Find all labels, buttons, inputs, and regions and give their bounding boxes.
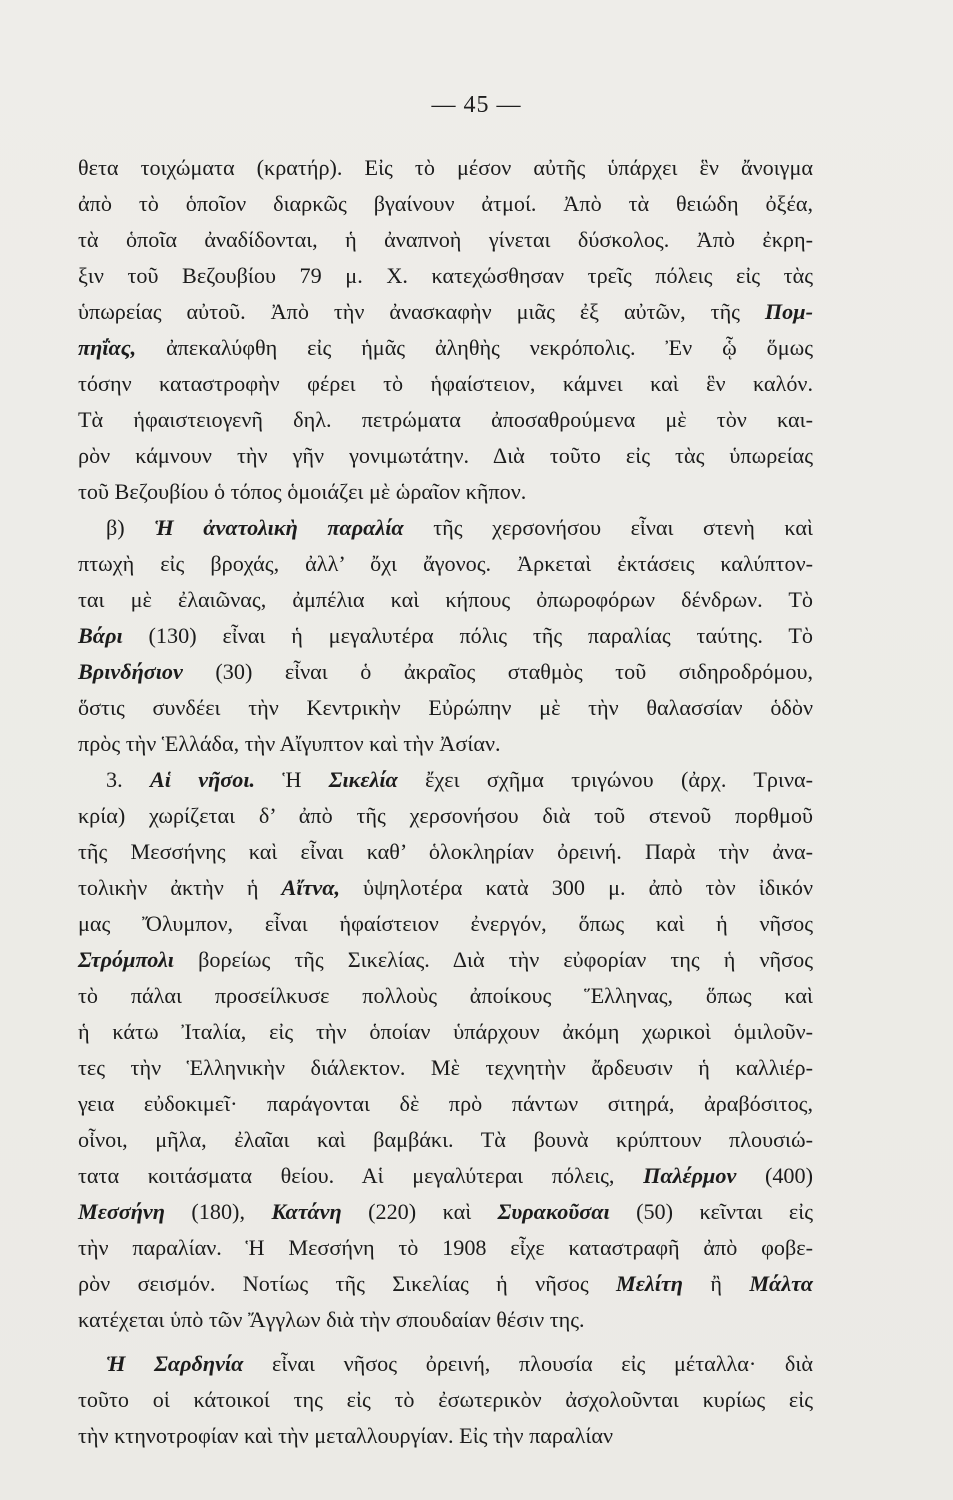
text-run: (50) κεῖνται εἰς [609, 1199, 814, 1224]
text-run: τολικὴν ἀκτὴν ἡ [78, 875, 282, 900]
emphasized-term: Πομ- [764, 299, 813, 324]
text-line [78, 1266, 813, 1302]
emphasized-term: Ἡ Σαρδηνία [106, 1351, 244, 1376]
text-line [78, 1418, 813, 1454]
text-run: (400) [736, 1163, 814, 1188]
text-line [78, 258, 813, 294]
text-run: ρὸν κάμνουν τὴν γῆν γονιμωτάτην. Διὰ τοῦτο εἰς τὰς ὑπωρείας [78, 443, 813, 468]
page-number: — 45 — [431, 92, 522, 118]
text-line [78, 978, 813, 1014]
text-line [78, 1014, 813, 1050]
text-run: ὑψηλοτέρα κατὰ 300 μ. ἀπὸ τὸν ἰδικόν [340, 875, 813, 900]
text-line [78, 582, 813, 618]
text-line [78, 690, 813, 726]
text-line [78, 942, 813, 978]
text-run: τοῦτο οἱ κάτοικοί της εἰς τὸ ἐσωτερικὸν ἀσχολοῦνται κυρίως εἰς [78, 1387, 813, 1412]
text-line [78, 1230, 813, 1266]
text-line [78, 798, 813, 834]
text-line [78, 438, 813, 474]
text-line [78, 222, 813, 258]
emphasized-term: Αἱ νῆσοι. [149, 767, 256, 792]
text-run: τες τὴν Ἑλληνικὴν διάλεκτον. Μὲ τεχνητὴν ἄρδευσιν ἡ καλλιέρ- [78, 1055, 813, 1080]
text-run: β) [106, 515, 155, 540]
text-line [78, 330, 813, 366]
emphasized-term: Βάρι [78, 623, 123, 648]
text-line [78, 906, 813, 942]
text-line [78, 834, 813, 870]
emphasized-term: Μελίτη [616, 1271, 683, 1296]
text-run: γεια εὐδοκιμεῖ· παράγονται δὲ πρὸ πάντων σιτηρά, ἀραβόσιτος, [78, 1091, 813, 1116]
text-run: Ἡ [255, 767, 329, 792]
text-run: ὑπωρείας αὐτοῦ. Ἀπὸ τὴν ἀνασκαφὴν μιᾶς ἐξ αὐτῶν, τῆς [78, 299, 765, 324]
text-line [78, 1158, 813, 1194]
body-text [78, 150, 813, 1454]
emphasized-term: Αἴτνα, [281, 875, 341, 900]
text-run: τὴν παραλίαν. Ἡ Μεσσήνη τὸ 1908 εἶχε καταστραφῆ ἀπὸ φοβε- [78, 1235, 813, 1260]
text-run: ξιν τοῦ Βεζουβίου 79 μ. Χ. κατεχώσθησαν τρεῖς πόλεις εἰς τὰς [78, 263, 813, 288]
text-run: τῆς Μεσσήνης καὶ εἶναι καθ’ ὁλοκληρίαν ὀρεινή. Παρὰ τὴν ἀνα- [78, 839, 813, 864]
text-line [78, 294, 813, 330]
text-line [78, 186, 813, 222]
emphasized-term: Μεσσήνη [78, 1199, 165, 1224]
text-run: ται μὲ ἐλαιῶνας, ἀμπέλια καὶ κήπους ὀπωροφόρων δένδρων. Τὸ [78, 587, 813, 612]
text-run: τατα κοιτάσματα θείου. Αἱ μεγαλύτεραι πόλεις, [78, 1163, 644, 1188]
emphasized-term: Βρινδήσιον [78, 659, 183, 684]
text-line [78, 1050, 813, 1086]
text-line [78, 618, 813, 654]
text-run: Τὰ ἡφαιστειογενῆ δηλ. πετρώματα ἀποσαθρούμενα μὲ τὸν και- [78, 407, 813, 432]
text-line [78, 654, 813, 690]
text-run: ὅστις συνδέει τὴν Κεντρικὴν Εὐρώπην μὲ τὴν θαλασσίαν ὁδὸν [78, 695, 813, 720]
text-run: τὸ πάλαι προσείλκυσε πολλοὺς ἀποίκους Ἕλληνας, ὅπως καὶ [78, 983, 813, 1008]
text-line [78, 1194, 813, 1230]
emphasized-term: Ἡ ἀνατολικὴ παραλία [154, 515, 404, 540]
emphasized-term: Συρακοῦσαι [497, 1199, 610, 1224]
emphasized-term: Κατάνη [271, 1199, 342, 1224]
text-run: ἀπεκαλύφθη εἰς ἡμᾶς ἀληθὴς νεκρόπολις. Ἐν ᾧ ὅμως [136, 335, 813, 360]
text-run: 3. [106, 767, 150, 792]
text-run: ἡ κάτω Ἰταλία, εἰς τὴν ὁποίαν ὑπάρχουν ἀκόμη χωρικοὶ ὁμιλοῦν- [78, 1019, 813, 1044]
text-line [78, 726, 813, 762]
text-line [78, 474, 813, 510]
emphasized-term: Παλέρμον [643, 1163, 737, 1188]
text-run: (30) εἶναι ὁ ἀκραῖος σταθμὸς τοῦ σιδηροδρόμου, [182, 659, 813, 684]
text-run: ἔχει σχῆμα τριγώνου (ἀρχ. Τρινα- [397, 767, 813, 792]
text-run: τοῦ Βεζουβίου ὁ τόπος ὁμοιάζει μὲ ὡραῖον κῆπον. [78, 479, 527, 504]
text-run: τὴν κτηνοτροφίαν καὶ τὴν μεταλλουργίαν. Εἰς τὴν παραλίαν [78, 1423, 614, 1448]
emphasized-term: Στρόμπολι [78, 947, 174, 972]
text-run: (220) καὶ [341, 1199, 498, 1224]
emphasized-term: πηΐας, [78, 335, 137, 360]
text-run: θετα τοιχώματα (κρατήρ). Εἰς τὸ μέσον αὐτῆς ὑπάρχει ἓν ἄνοιγμα [78, 155, 813, 180]
text-line [78, 366, 813, 402]
text-run: οἶνοι, μῆλα, ἐλαῖαι καὶ βαμβάκι. Τὰ βουνὰ κρύπτουν πλουσιώ- [78, 1127, 813, 1152]
text-run: ἀπὸ τὸ ὁποῖον διαρκῶς βγαίνουν ἀτμοί. Ἀπὸ τὰ θειώδη ὀξέα, [78, 191, 813, 216]
text-run: κρία) χωρίζεται δ’ ἀπὸ τῆς χερσονήσου διὰ τοῦ στενοῦ πορθμοῦ [78, 803, 813, 828]
emphasized-term: Μάλτα [749, 1271, 813, 1296]
text-run: τὰ ὁποῖα ἀναδίδονται, ἡ ἀναπνοὴ γίνεται δύσκολος. Ἀπὸ ἐκρη- [78, 227, 813, 252]
text-line [78, 1382, 813, 1418]
text-run: κατέχεται ὑπὸ τῶν Ἄγγλων διὰ τὴν σπουδαίαν θέσιν της. [78, 1307, 585, 1332]
text-run: τῆς χερσονήσου εἶναι στενὴ καὶ [403, 515, 814, 540]
text-line [78, 546, 813, 582]
text-line [78, 1346, 813, 1382]
text-line [78, 402, 813, 438]
text-run: τόσην καταστροφὴν φέρει τὸ ἡφαίστειον, κάμνει καὶ ἓν καλόν. [78, 371, 813, 396]
text-run: βορείως τῆς Σικελίας. Διὰ τὴν εὐφορίαν της ἡ νῆσος [173, 947, 813, 972]
text-line [78, 1302, 813, 1338]
text-run: (180), [164, 1199, 272, 1224]
text-run: (130) εἶναι ἡ μεγαλυτέρα πόλις τῆς παραλίας ταύτης. Τὸ [122, 623, 813, 648]
text-run: πρὸς τὴν Ἑλλάδα, τὴν Αἴγυπτον καὶ τὴν Ἀσίαν. [78, 731, 501, 756]
text-run: ἢ [682, 1271, 750, 1296]
text-line [78, 1122, 813, 1158]
text-run: ρὸν σεισμόν. Νοτίως τῆς Σικελίας ἡ νῆσος [78, 1271, 617, 1296]
text-line [78, 1086, 813, 1122]
text-line [78, 510, 813, 546]
text-run: πτωχὴ εἰς βροχάς, ἀλλ’ ὄχι ἄγονος. Ἀρκεταὶ ἐκτάσεις καλύπτον- [78, 551, 813, 576]
text-line [78, 762, 813, 798]
text-line [78, 150, 813, 186]
emphasized-term: Σικελία [328, 767, 398, 792]
text-run: εἶναι νῆσος ὀρεινή, πλουσία εἰς μέταλλα· διὰ [243, 1351, 813, 1376]
text-line [78, 870, 813, 906]
text-run: μας Ὄλυμπον, εἶναι ἡφαίστειον ἐνεργόν, ὅπως καὶ ἡ νῆσος [78, 911, 813, 936]
